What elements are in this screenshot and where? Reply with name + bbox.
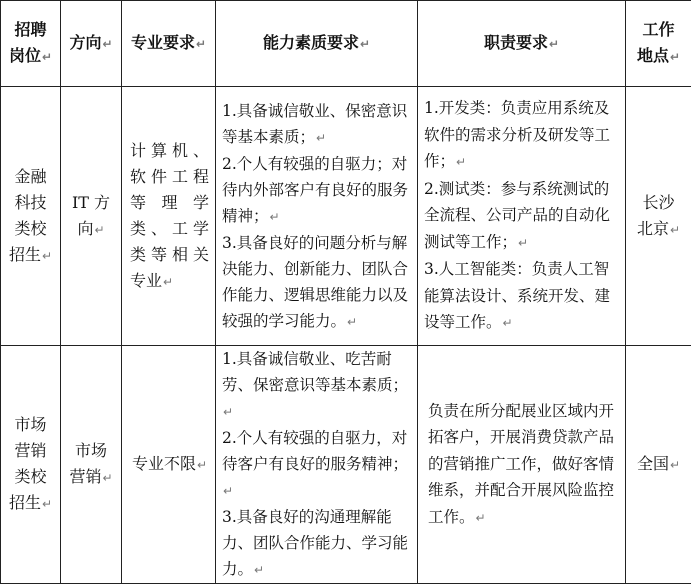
position-cell: 市场 营销 类校 招生↵ — [1, 346, 61, 584]
duty-cell: 负责在所分配展业区域内开拓客户，开展消费贷款产品的营销推广工作，做好客情维系，并配合开展风险监控工作。↵ — [418, 346, 626, 584]
header-location: 工作 地点↵ — [626, 1, 691, 87]
header-position-line-1: 招聘 — [1, 17, 60, 43]
header-major: 专业要求↵ — [122, 1, 216, 87]
header-duty: 职责要求↵ — [418, 1, 626, 87]
header-ability: 能力素质要求↵ — [216, 1, 418, 87]
major-cell: 专业不限↵ — [122, 346, 216, 584]
direction-cell: 市场 营销↵ — [61, 346, 122, 584]
header-location-line-1: 工作 — [626, 17, 691, 43]
return-mark: ↵ — [42, 50, 52, 64]
location-cell: 全国↵ — [626, 346, 691, 584]
header-direction: 方向↵ — [61, 1, 122, 87]
header-location-line-2: 地点 — [637, 46, 669, 65]
position-cell: 金融 科技 类校 招生↵ — [1, 87, 61, 346]
table-row — [1, 87, 691, 346]
location-cell: 长沙 北京↵ — [626, 87, 691, 346]
major-cell: 计算机、软件工程等理学类、工学类等相关专业↵ — [122, 87, 216, 346]
header-position-line-2: 岗位 — [9, 46, 41, 65]
ability-cell: 1.具备诚信敬业、保密意识等基本素质；↵ 2.个人有较强的自驱力；对待内外部客户有良好的服务精神；↵ 3.具备良好的问题分析与解决能力、创新能力、团队合作能力、逻辑思维能力以及较强的学习能力。↵ — [216, 87, 418, 346]
header-row — [1, 1, 691, 87]
table-row — [1, 346, 691, 584]
duty-cell: 1.开发类：负责应用系统及软件的需求分析及研发等工作；↵ 2.测试类：参与系统测试的全流程、公司产品的自动化测试等工作；↵ 3.人工智能类：负责人工智能算法设计、系统开发、建设等工作。↵ — [418, 87, 626, 346]
direction-cell: IT 方 向↵ — [61, 87, 122, 346]
ability-cell: 1.具备诚信敬业、吃苦耐劳、保密意识等基本素质；↵ 2.个人有较强的自驱力，对待客户有良好的服务精神；↵ 3.具备良好的沟通理解能力、团队合作能力、学习能力。↵ — [216, 346, 418, 584]
header-position — [1, 1, 61, 87]
